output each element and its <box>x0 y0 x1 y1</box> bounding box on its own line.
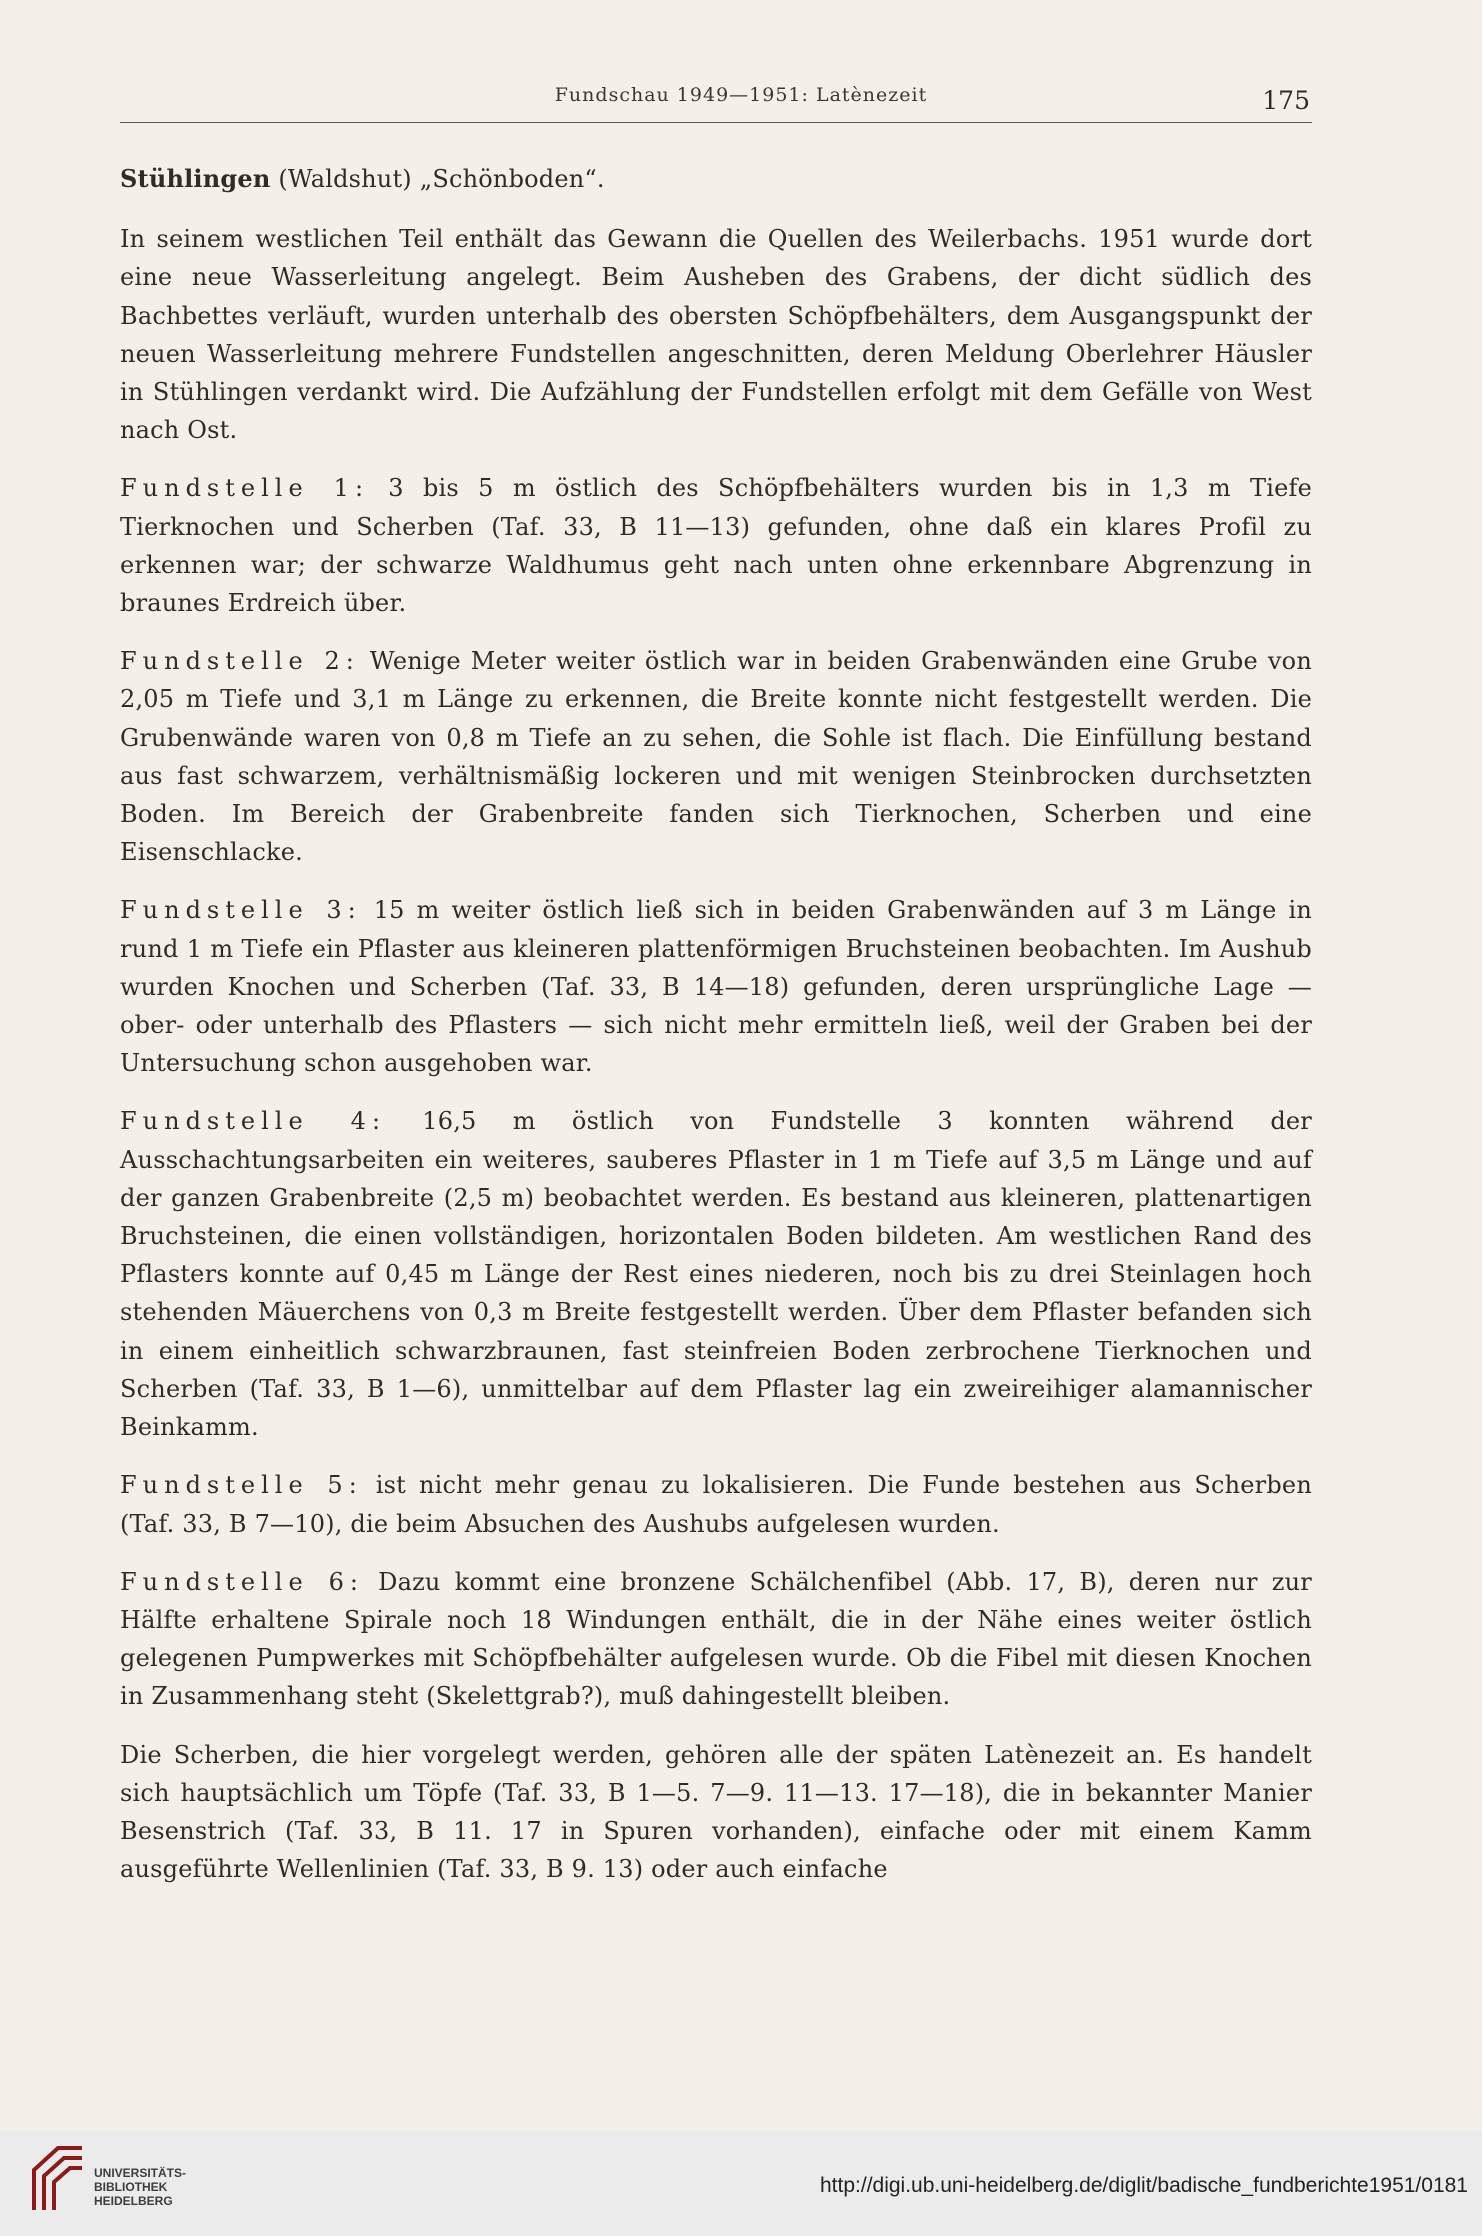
findspot-paragraph <box>120 469 1312 622</box>
library-logo-icon <box>28 2140 86 2214</box>
findspot-paragraph <box>120 642 1312 871</box>
findspot-text: 16,5 m östlich von Fundstelle 3 konnten während der Ausschachtungsarbeiten ein weiteres, sauberes Pflaster in 1 m Tiefe auf 3,5 m Länge und auf der ganzen Grabenbreite (2,5 m) beobachtet werden. Es bestand aus kleineren, plattenartigen Bruchsteinen, die einen vollständigen, horizontalen Boden bildeten. Am westlichen Rand des Pflasters konnte auf 0,45 m Länge der Rest eines niederen, noch bis zu drei Steinlagen hoch stehenden Mäuerchens von 0,3 m Breite festgestellt werden. Über dem Pflaster befanden sich in einem einheitlich schwarzbraunen, fast steinfreien Boden zerbrochene Tierknochen und Scherben (Taf. 33, B 1—6), unmittelbar auf dem Pflaster lag ein zweireihiger alamannischer Beinkamm. <box>120 1107 1312 1442</box>
findspot-paragraph <box>120 1563 1312 1716</box>
article-body <box>120 160 1312 1908</box>
page-number: 175 <box>1262 86 1310 115</box>
running-title: Fundschau 1949—1951: Latènezeit <box>554 84 928 106</box>
findspot-paragraph <box>120 891 1312 1082</box>
library-name-line: UNIVERSITÄTS- <box>94 2166 187 2180</box>
findspot-label: Fundstelle 2: <box>120 647 360 676</box>
findspot-label: Fundstelle 1: <box>120 474 370 503</box>
findspot-label: Fundstelle 3: <box>120 896 362 925</box>
findspot-label: Fundstelle 5: <box>120 1471 363 1500</box>
findspot-text: 3 bis 5 m östlich des Schöpfbehälters wurden bis in 1,3 m Tiefe Tierknochen und Scherben (Taf. 33, B 11—13) gefunden, ohne daß ein klares Profil zu erkennen war; der schwarze Waldhumus geht nach unten ohne erkennbare Abgrenzung in braunes Erdreich über. <box>120 474 1312 618</box>
library-name <box>94 2166 186 2208</box>
intro-paragraph: In seinem westlichen Teil enthält das Gewann die Quellen des Weilerbachs. 1951 wurde dort eine neue Wasserleitung angelegt. Beim Ausheben des Grabens, der dicht südlich des Bachbettes verläuft, wurden unterhalb des obersten Schöpfbehälters, dem Ausgangspunkt der neuen Wasserleitung mehrere Fundstellen angeschnitten, deren Meldung Oberlehrer Häusler in Stühlingen verdankt wird. Die Aufzählung der Fundstellen erfolgt mit dem Gefälle von West nach Ost. <box>120 225 1312 445</box>
findspot-paragraph <box>120 1466 1312 1542</box>
findspot-paragraph <box>120 1102 1312 1446</box>
findspot-label: Fundstelle 6: <box>120 1567 364 1596</box>
site-heading <box>120 160 1312 198</box>
closing-paragraph: Die Scherben, die hier vorgelegt werden, gehören alle der späten Latènezeit an. Es handelt sich hauptsächlich um Töpfe (Taf. 33, B 1—5. 7—9. 11—13. 17—18), die in bekannter Manier Besenstrich (Taf. 33, B 11. 17 in Spuren vorhanden), einfache oder mit einem Kamm ausgeführte Wellenlinien (Taf. 33, B 9. 13) oder auch einfache <box>120 1740 1312 1884</box>
site-district: (Waldshut) „Schönboden“. <box>278 165 605 193</box>
header-rule <box>120 122 1312 123</box>
library-name-line: HEIDELBERG <box>94 2194 173 2208</box>
findspot-text: Wenige Meter weiter östlich war in beiden Grabenwänden eine Grube von 2,05 m Tiefe und 3,1 m Länge zu erkennen, die Breite konnte nicht festgestellt werden. Die Grubenwände waren von 0,8 m Tiefe an zu sehen, die Sohle ist flach. Die Einfüllung bestand aus fast schwarzem, verhältnismäßig lockeren und mit wenigen Steinbrocken durchsetzten Boden. Im Bereich der Grabenbreite fanden sich Tierknochen, Scherben und eine Eisenschlacke. <box>120 647 1312 867</box>
site-place-name: Stühlingen <box>120 164 271 193</box>
findspot-text: Dazu kommt eine bronzene Schälchenfibel (Abb. 17, B), deren nur zur Hälfte erhaltene Spirale noch 18 Windungen enthält, die in der Nähe eines weiter östlich gelegenen Pumpwerkes mit Schöpfbehälter aufgelesen wurde. Ob die Fibel mit diesen Knochen in Zusammenhang steht (Skelettgrab?), muß dahingestellt bleiben. <box>120 1567 1312 1711</box>
findspot-text: ist nicht mehr genau zu lokalisieren. Die Funde bestehen aus Scherben (Taf. 33, B 7—10), die beim Absuchen des Aushubs aufgelesen wurden. <box>120 1471 1312 1538</box>
permalink-url[interactable]: http://digi.ub.uni-heidelberg.de/diglit/badische_fundberichte1951/0181 <box>820 2174 1468 2197</box>
findspot-label: Fundstelle 4: <box>120 1107 387 1136</box>
findspot-text: 15 m weiter östlich ließ sich in beiden Grabenwänden auf 3 m Länge in rund 1 m Tiefe ein Pflaster aus kleineren plattenförmigen Bruchsteinen beobachten. Im Aushub wurden Knochen und Scherben (Taf. 33, B 14—18) gefunden, deren ursprüngliche Lage — ober- oder unterhalb des Pflasters — sich nicht mehr ermitteln ließ, weil der Graben bei der Untersuchung schon ausgehoben war. <box>120 896 1312 1078</box>
library-name-line: BIBLIOTHEK <box>94 2180 168 2194</box>
library-footer <box>0 2130 1482 2236</box>
